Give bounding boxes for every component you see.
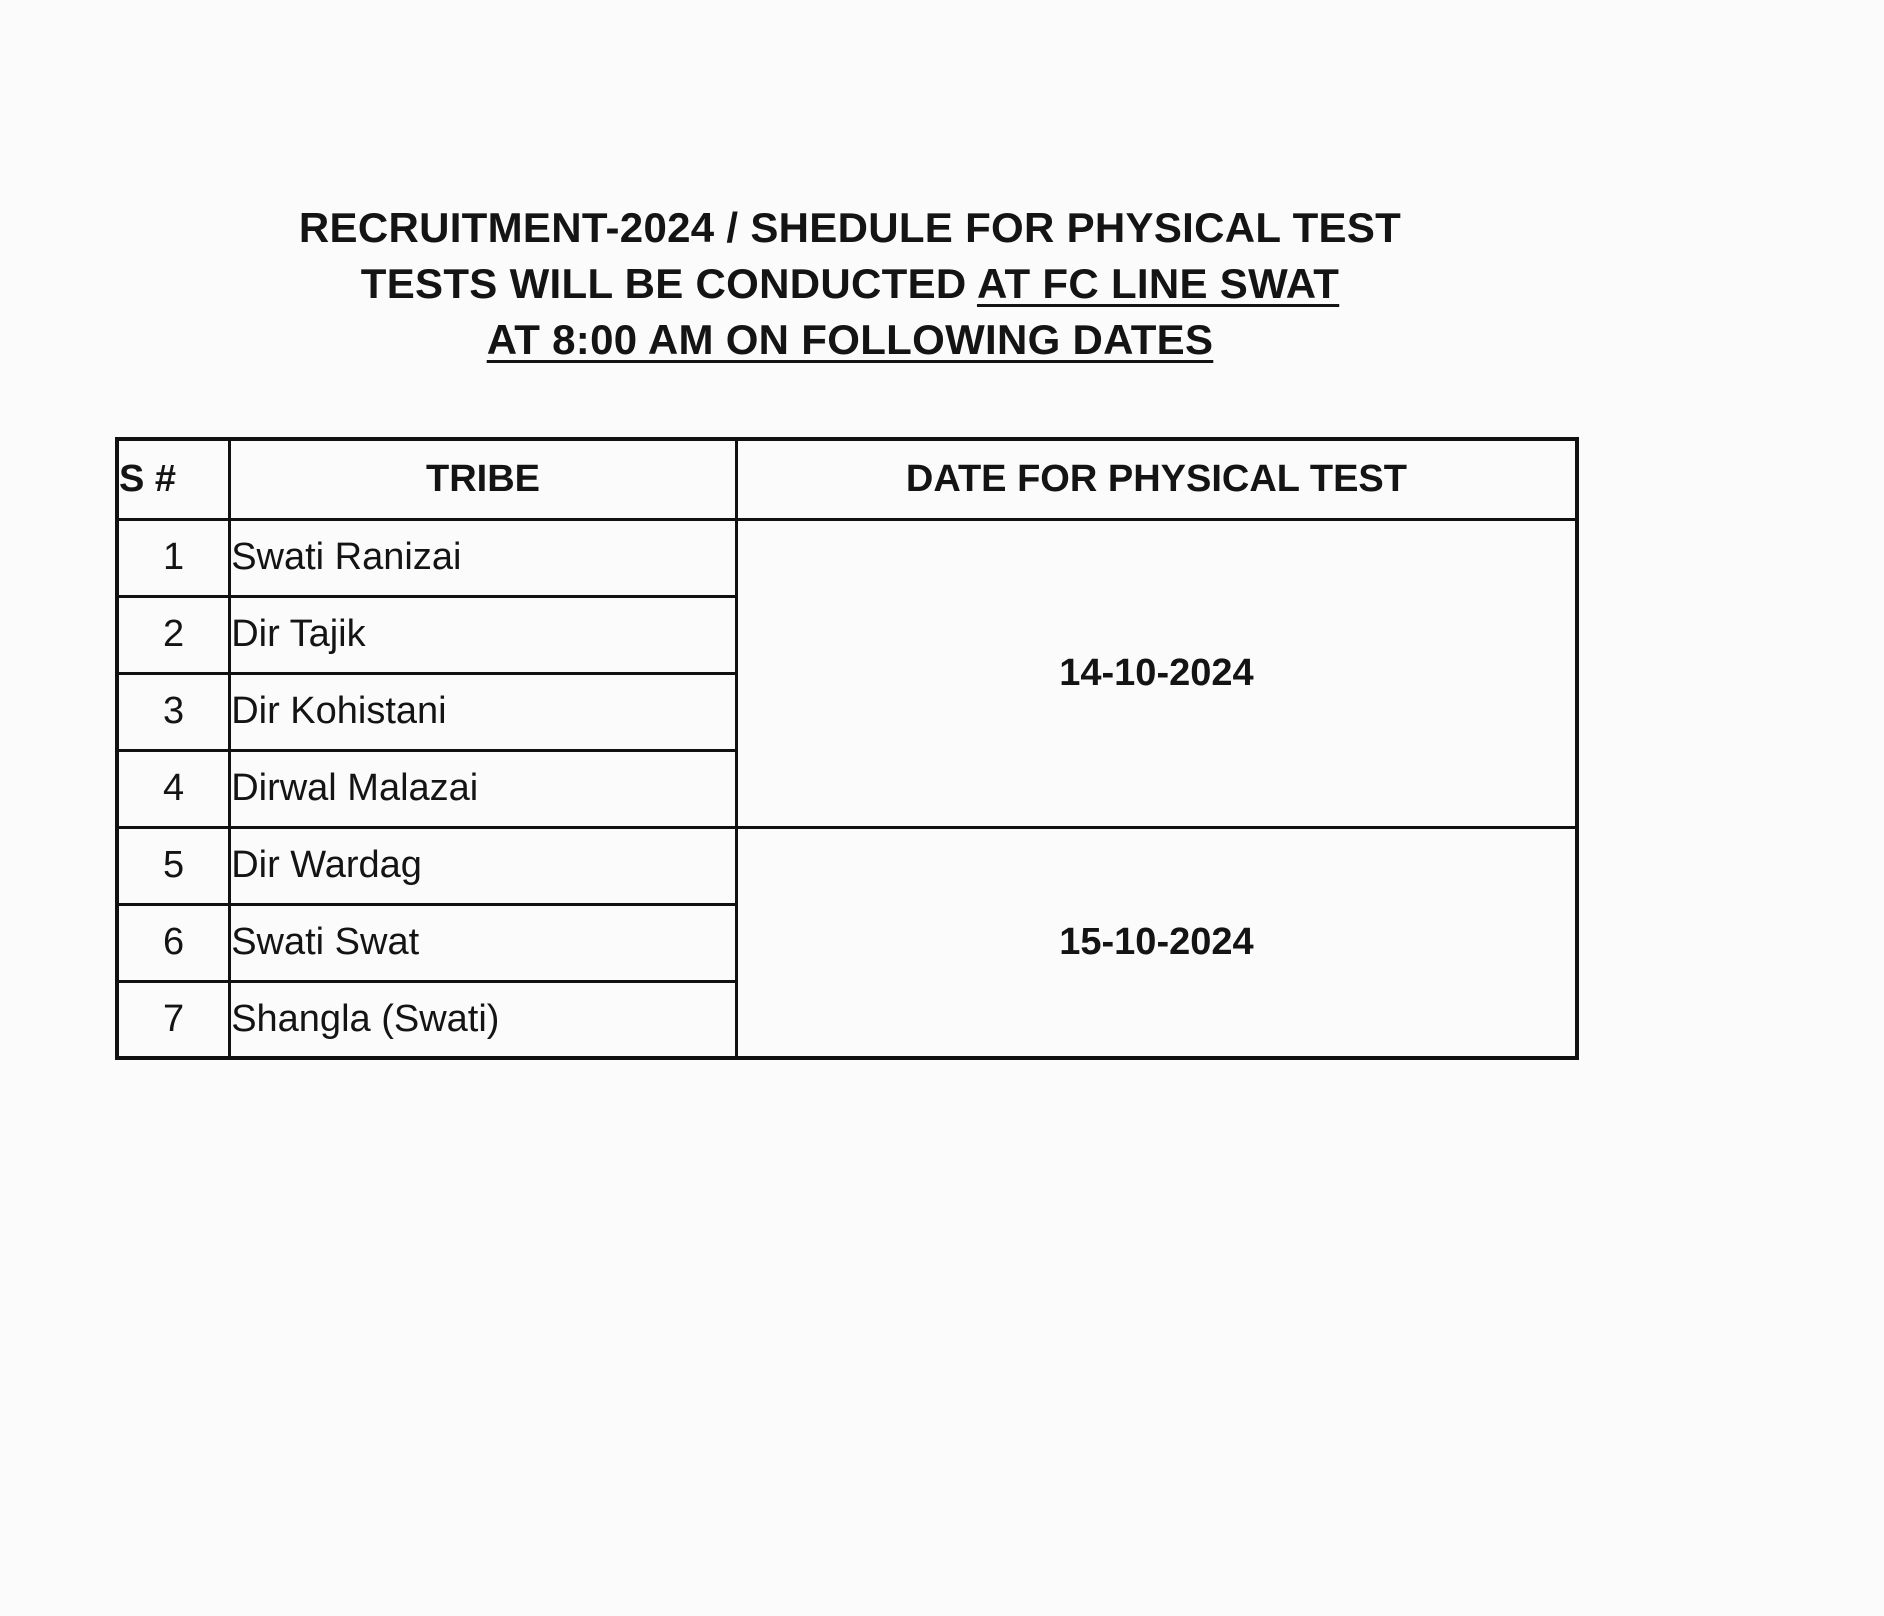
header-serial-number: S #	[117, 439, 230, 519]
row-serial-number: 2	[117, 596, 230, 673]
schedule-table	[115, 437, 1579, 1060]
table-row	[117, 827, 1577, 904]
heading-line-1: RECRUITMENT-2024 / SHEDULE FOR PHYSICAL TEST	[298, 204, 1402, 251]
table-row	[117, 519, 1577, 596]
row-tribe: Dir Wardag	[230, 827, 737, 904]
test-date-group-1: 14-10-2024	[736, 519, 1577, 827]
header-date: DATE FOR PHYSICAL TEST	[736, 439, 1577, 519]
row-tribe: Dir Tajik	[230, 596, 737, 673]
test-date-group-2: 15-10-2024	[736, 827, 1577, 1058]
document-heading	[0, 200, 1700, 368]
row-serial-number: 3	[117, 673, 230, 750]
row-tribe: Dirwal Malazai	[230, 750, 737, 827]
row-tribe: Dir Kohistani	[230, 673, 737, 750]
table-header-row	[117, 439, 1577, 519]
row-serial-number: 7	[117, 981, 230, 1058]
heading-line-3	[0, 312, 1700, 368]
row-serial-number: 5	[117, 827, 230, 904]
row-tribe: Swati Swat	[230, 904, 737, 981]
row-tribe: Swati Ranizai	[230, 519, 737, 596]
row-tribe: Shangla (Swati)	[230, 981, 737, 1058]
row-serial-number: 1	[117, 519, 230, 596]
row-serial-number: 4	[117, 750, 230, 827]
heading-line-2	[0, 256, 1700, 312]
row-serial-number: 6	[117, 904, 230, 981]
heading-line-2-text: TESTS WILL BE CONDUCTED	[360, 260, 977, 307]
heading-line-2-location: AT FC LINE SWAT	[976, 260, 1340, 307]
header-tribe: TRIBE	[230, 439, 737, 519]
heading-line-3-time: AT 8:00 AM ON FOLLOWING DATES	[486, 316, 1214, 363]
